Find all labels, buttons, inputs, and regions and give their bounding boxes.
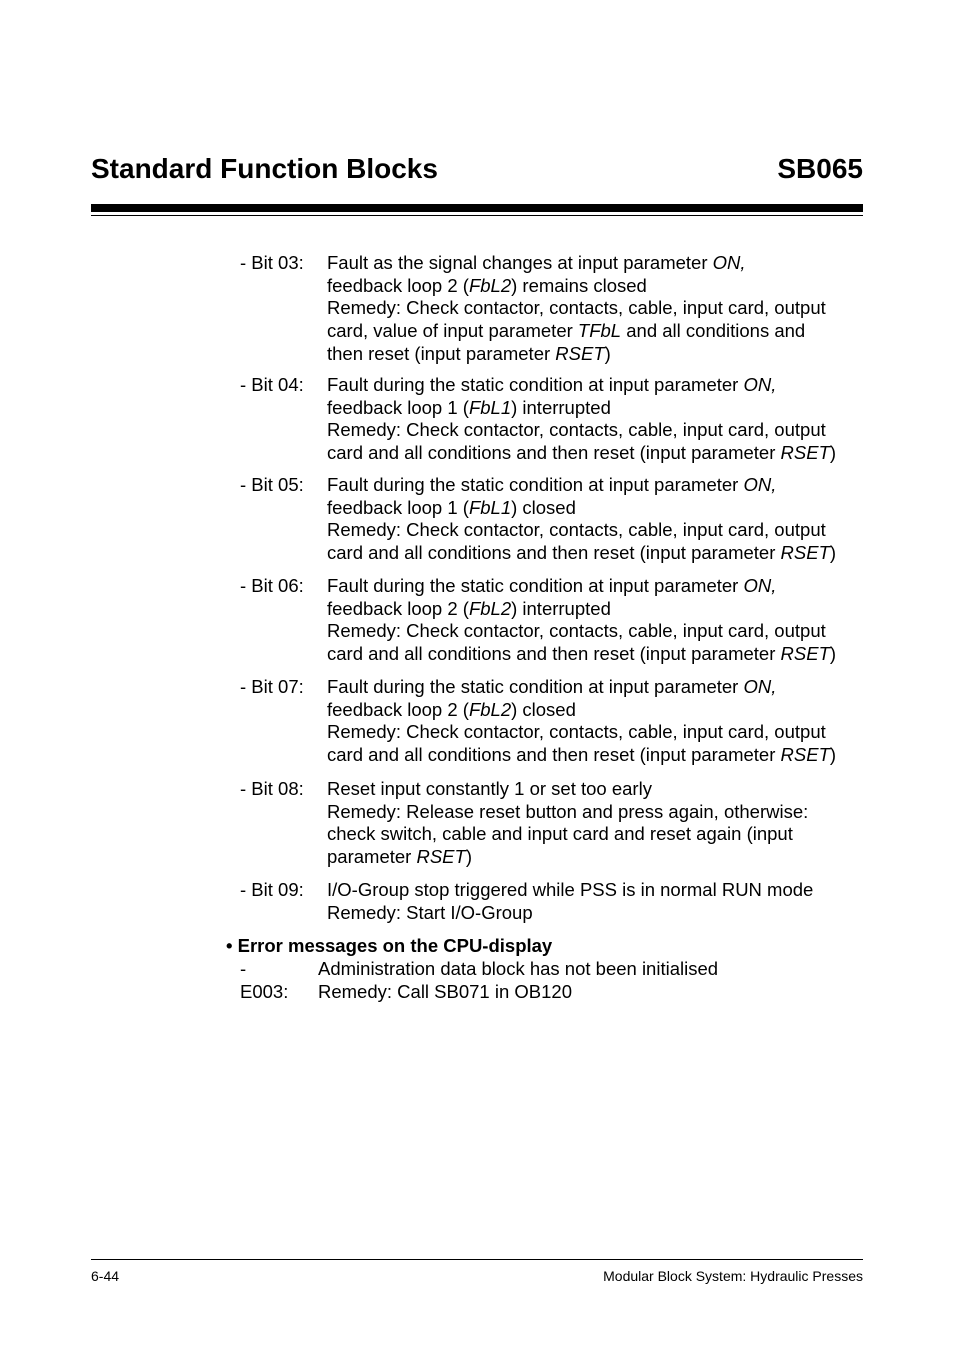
parameter-name: ON, [743,474,777,495]
footer-document-title: Modular Block System: Hydraulic Presses [603,1268,863,1284]
description-line [327,575,867,598]
parameter-name: RSET [555,342,605,364]
text-segment: parameter [327,846,417,868]
text-segment: ) [829,542,837,564]
description-line [327,744,867,767]
description-line [327,474,867,497]
bit-description [327,575,867,666]
description-line [327,846,867,869]
description-line [327,620,867,643]
text-segment: ) remains closed [511,274,647,296]
parameter-name: FbL2 [468,698,512,720]
text-segment: ) closed [511,496,576,518]
text-segment: card and all conditions and then reset (input parameter [327,744,781,766]
text-segment: feedback loop 2 ( [327,274,469,296]
description-line [327,442,867,465]
description-line [327,374,867,397]
description-line [327,699,867,722]
text-segment: Remedy: Release reset button and press again, otherwise: [327,800,809,822]
error-messages-heading: • Error messages on the CPU-display [226,935,553,956]
bit-description [327,252,867,366]
bit-label: - Bit 04: [240,374,304,395]
error-description [318,958,718,1003]
text-segment: ) interrupted [511,597,611,619]
description-line [327,778,867,801]
description-line [327,497,867,520]
description-line [327,252,867,275]
parameter-name: RSET [780,744,830,766]
text-segment: ) [829,643,837,665]
description-line [327,275,867,298]
parameter-name: ON, [743,575,777,596]
text-segment: card and all conditions and then reset (input parameter [327,542,781,564]
block-code: SB065 [777,153,863,184]
description-line [327,902,867,925]
page-header [91,153,863,193]
text-segment: Remedy: Check contactor, contacts, cable, input card, output [327,721,826,743]
error-line: Administration data block has not been initialised [318,958,719,979]
text-segment: Fault during the static condition at input parameter [327,676,744,697]
description-line [327,320,867,343]
description-line [327,519,867,542]
text-segment: Remedy: Check contactor, contacts, cable, input card, output [327,297,826,319]
description-line [327,542,867,565]
text-segment: ) [465,846,472,868]
bit-label: - Bit 03: [240,252,304,273]
text-segment: ) closed [511,698,576,720]
text-segment: Fault during the static condition at input parameter [327,374,744,395]
bit-label: - Bit 09: [240,879,304,900]
parameter-name: RSET [780,442,830,464]
bit-label: - Bit 06: [240,575,304,596]
text-segment: Reset input constantly 1 or set too early [327,778,652,799]
parameter-name: RSET [416,846,466,868]
description-line [327,801,867,824]
parameter-name: ON, [743,676,777,697]
text-segment: card, value of input parameter [327,320,578,342]
error-code-label: - E003: [240,958,289,1002]
bit-label: - Bit 08: [240,778,304,799]
header-rule-thick [91,204,863,212]
text-segment: check switch, cable and input card and reset again (input [327,823,793,845]
description-line [327,721,867,744]
description-line [327,397,867,420]
bit-description [327,474,867,565]
text-segment: Fault during the static condition at input parameter [327,474,744,495]
text-segment: card and all conditions and then reset (input parameter [327,643,781,665]
error-line: Remedy: Call SB071 in OB120 [318,980,572,1002]
text-segment: ) [829,744,837,766]
page-number: 6-44 [91,1268,120,1284]
text-segment: feedback loop 1 ( [327,396,469,418]
text-segment: ) [829,442,837,464]
text-segment: Fault during the static condition at input parameter [327,575,744,596]
text-segment: Remedy: Start I/O-Group [327,901,533,923]
parameter-name: ON, [712,252,746,273]
parameter-name: FbL2 [468,597,512,619]
parameter-name: FbL1 [468,496,512,518]
bit-description [327,676,867,767]
text-segment: card and all conditions and then reset (input parameter [327,442,781,464]
parameter-name: FbL1 [468,396,512,418]
page-title: Standard Function Blocks [91,153,438,184]
header-rule-thin [91,215,863,216]
bit-description [327,374,867,465]
bit-label: - Bit 05: [240,474,304,495]
parameter-name: TFbL [577,320,622,342]
bit-label: - Bit 07: [240,676,304,697]
text-segment: then reset (input parameter [327,342,556,364]
description-line [327,343,867,366]
parameter-name: FbL2 [468,274,512,296]
description-line [327,419,867,442]
footer-rule [91,1259,863,1260]
text-segment: Remedy: Check contactor, contacts, cable, input card, output [327,419,826,441]
bit-description [327,879,867,924]
text-segment: ) [604,342,611,364]
description-line [327,598,867,621]
text-segment: Fault as the signal changes at input parameter [327,252,713,273]
parameter-name: ON, [743,374,777,395]
text-segment: I/O-Group stop triggered while PSS is in normal RUN mode [327,879,814,900]
description-line [327,297,867,320]
text-segment: feedback loop 2 ( [327,698,469,720]
description-line [327,676,867,699]
text-segment: ) interrupted [511,396,611,418]
bit-description [327,778,867,869]
description-line [327,643,867,666]
text-segment: Remedy: Check contactor, contacts, cable, input card, output [327,620,826,642]
text-segment: feedback loop 1 ( [327,496,469,518]
text-segment: and all conditions and [621,320,806,342]
parameter-name: RSET [780,643,830,665]
description-line [327,823,867,846]
parameter-name: RSET [780,542,830,564]
text-segment: Remedy: Check contactor, contacts, cable, input card, output [327,519,826,541]
text-segment: feedback loop 2 ( [327,597,469,619]
description-line [327,879,867,902]
